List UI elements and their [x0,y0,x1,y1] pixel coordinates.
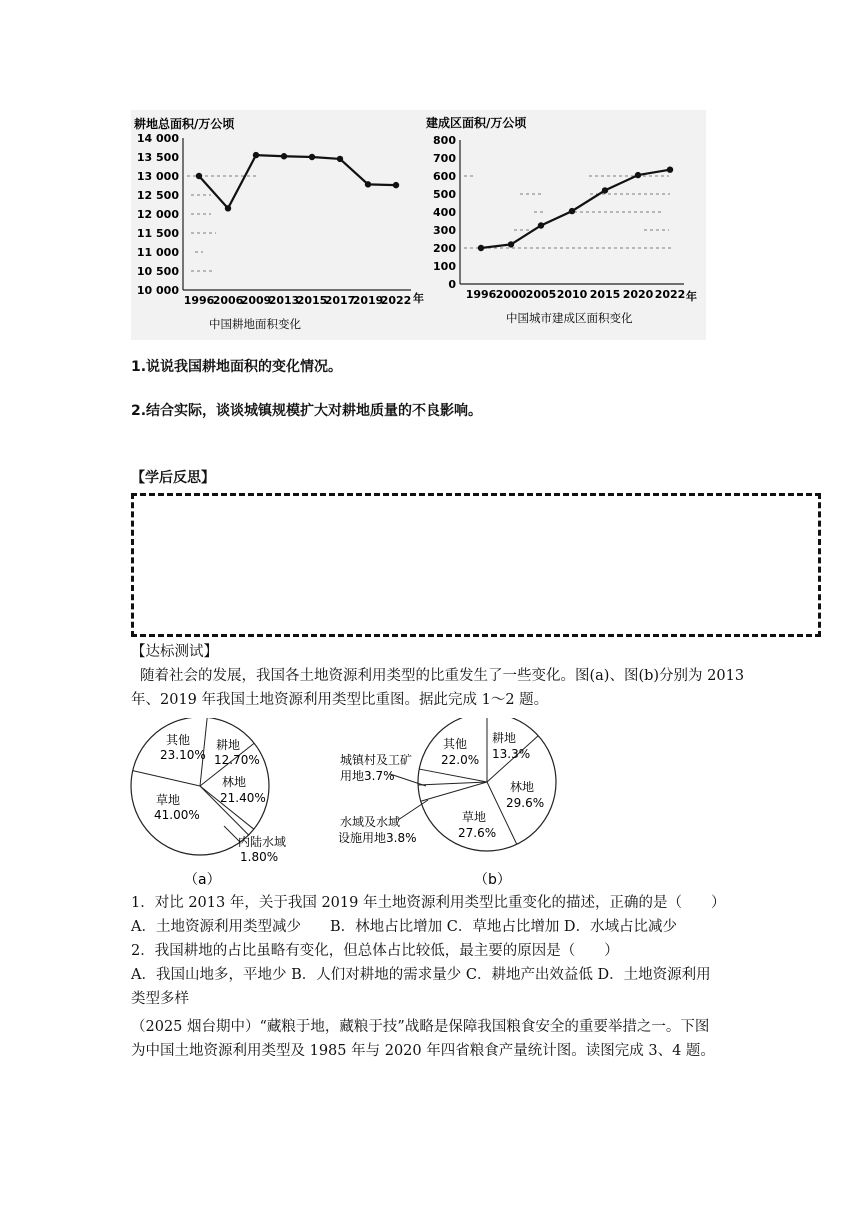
c2-data-point [667,167,673,173]
intro-line-2: 年、2019 年我国土地资源利用类型比重图。据此完成 1～2 题。 [131,692,549,708]
test-question-1: 1．对比 2013 年，关于我国 2019 年土地资源利用类型比重变化的描述，正确的是（ ） [131,895,726,911]
c1-xtick-label: 2006 [212,294,244,307]
intro-line-1: 随着社会的发展，我国各土地资源利用类型的比重发生了一些变化。图(a)、图(b)分别为 2013 [140,668,745,684]
pie-b-label-farmland: 耕地 [492,731,517,745]
c2-ytick-label: 0 [448,278,456,291]
pie-b-label-forest: 林地 [510,780,535,794]
c1-data-point [225,205,231,211]
builtup-ylabel: 建成区面积/万公顷 [426,116,527,130]
pie-a-value-forest: 21.40% [220,791,266,805]
c1-data-point [253,152,259,158]
pie-a-value-water: 1.80% [240,850,279,864]
c1-xtick-label: 2019 [352,294,384,307]
question-2: 2.结合实际，谈谈城镇规模扩大对耕地质量的不良影响。 [131,403,483,419]
c2-xtick-label: 2000 [495,288,527,301]
c1-xtick-label: 2009 [240,294,272,307]
c2-xtick-label: 2005 [525,288,557,301]
c2-ytick-label: 300 [433,224,456,237]
pie-a-label-grass: 草地 [156,793,181,807]
c1-xtick-label: 1996 [183,294,215,307]
pie-b-value-grass: 27.6% [458,826,497,840]
builtup-chart-title: 中国城市建成区面积变化 [506,311,633,325]
pie-b-label-other: 其他 [443,737,468,751]
farmland-ylabel: 耕地总面积/万公顷 [134,117,235,131]
c1-ytick-label: 11 000 [136,246,179,259]
c1-ytick-label: 12 000 [136,208,179,221]
pie-a-label-farmland: 耕地 [216,738,241,752]
c1-ytick-label: 11 500 [136,227,179,240]
reflection-heading: 【学后反思】 [131,470,215,486]
c2-ytick-label: 200 [433,242,456,255]
c1-xtick-label: 2017 [324,294,356,307]
c2-data-point [635,172,641,178]
pie-b-value-forest: 29.6% [506,796,545,810]
c1-ytick-label: 13 000 [136,170,179,183]
c2-data-point [478,245,484,251]
reflection-box[interactable] [131,493,821,637]
pie-a-value-other: 23.10% [160,748,206,762]
pie-b [338,718,556,888]
c1-data-point [365,181,371,187]
c1-data-point [337,156,343,162]
c1-ytick-label: 13 500 [136,151,179,164]
c2-data-point [602,187,608,193]
c1-ytick-label: 14 000 [136,132,179,145]
pie-b-label-water-1: 水域及水域 [340,815,401,829]
c1-xtick-label: 2013 [268,294,300,307]
passage-3-line-2: 为中国土地资源利用类型及 1985 年与 2020 年四省粮食产量统计图。读图完成 3、4 题。 [131,1043,715,1059]
pie-charts-svg [128,718,748,893]
test-question-1-options: A．土地资源利用类型减少 B．林地占比增加 C．草地占比增加 D．水域占比减少 [131,919,678,935]
farmland-chart-title: 中国耕地面积变化 [209,317,301,331]
pie-a-caption: （a） [184,872,221,888]
pie-a-label-other: 其他 [166,733,191,747]
farmland-chart [131,110,429,340]
c2-xtick-label: 2015 [589,288,621,301]
test-question-2: 2．我国耕地的占比虽略有变化，但总体占比较低，最主要的原因是（ ） [131,943,619,959]
c2-ytick-label: 400 [433,206,456,219]
c2-ytick-label: 700 [433,152,456,165]
c2-xtick-label: 2010 [556,288,588,301]
pie-b-label-water-2: 设施用地3.8% [338,831,417,845]
pie-b-value-farmland: 13.3% [492,747,531,761]
c1-ytick-label: 12 500 [136,189,179,202]
c2-ytick-label: 600 [433,170,456,183]
c1-xtick-label: 2015 [296,294,328,307]
test-heading: 【达标测试】 [131,644,218,660]
c2-data-point [569,208,575,214]
c1-xtick-label: 2022 [380,294,412,307]
pie-b-label-urban-2: 用地3.7% [340,769,395,783]
farmland-xunit: 年 [413,292,424,305]
c2-xtick-label: 2022 [654,288,686,301]
builtup-series-line [481,170,670,248]
pie-b-caption: （b） [474,872,511,888]
pie-b-value-other: 22.0% [441,753,480,767]
c1-ytick-label: 10 500 [136,265,179,278]
c1-data-point [281,153,287,159]
c2-data-point [538,222,544,228]
pie-a [131,718,286,888]
c2-ytick-label: 500 [433,188,456,201]
farmland-chart-svg [131,110,429,340]
c2-ytick-label: 100 [433,260,456,273]
c1-data-point [393,182,399,188]
builtup-chart [424,110,706,340]
builtup-chart-svg [424,110,706,340]
pie-b-label-grass: 草地 [462,810,487,824]
question-1: 1.说说我国耕地面积的变化情况。 [131,359,343,375]
c1-data-point [309,154,315,160]
pie-a-label-forest: 林地 [222,775,247,789]
builtup-xunit: 年 [686,290,697,303]
passage-3-line-1: （2025 烟台期中）“藏粮于地，藏粮于技”战略是保障我国粮食安全的重要举措之一。下图 [131,1019,710,1035]
c2-ytick-label: 800 [433,134,456,147]
c2-xtick-label: 1996 [465,288,497,301]
pie-a-value-grass: 41.00% [154,808,200,822]
pie-a-value-farmland: 12.70% [214,753,260,767]
c2-xtick-label: 2020 [622,288,654,301]
c2-data-point [508,241,514,247]
c1-data-point [196,173,202,179]
pie-charts [128,718,748,893]
pie-a-label-water: 内陆水域 [238,835,287,849]
test-question-2-options: A．我国山地多，平地少 B．人们对耕地的需求量少 C．耕地产出效益低 D．土地资源利用 [131,967,711,983]
c1-ytick-label: 10 000 [136,284,179,297]
test-question-2-options-cont: 类型多样 [131,991,189,1007]
pie-b-label-urban-1: 城镇村及工矿 [340,753,413,767]
